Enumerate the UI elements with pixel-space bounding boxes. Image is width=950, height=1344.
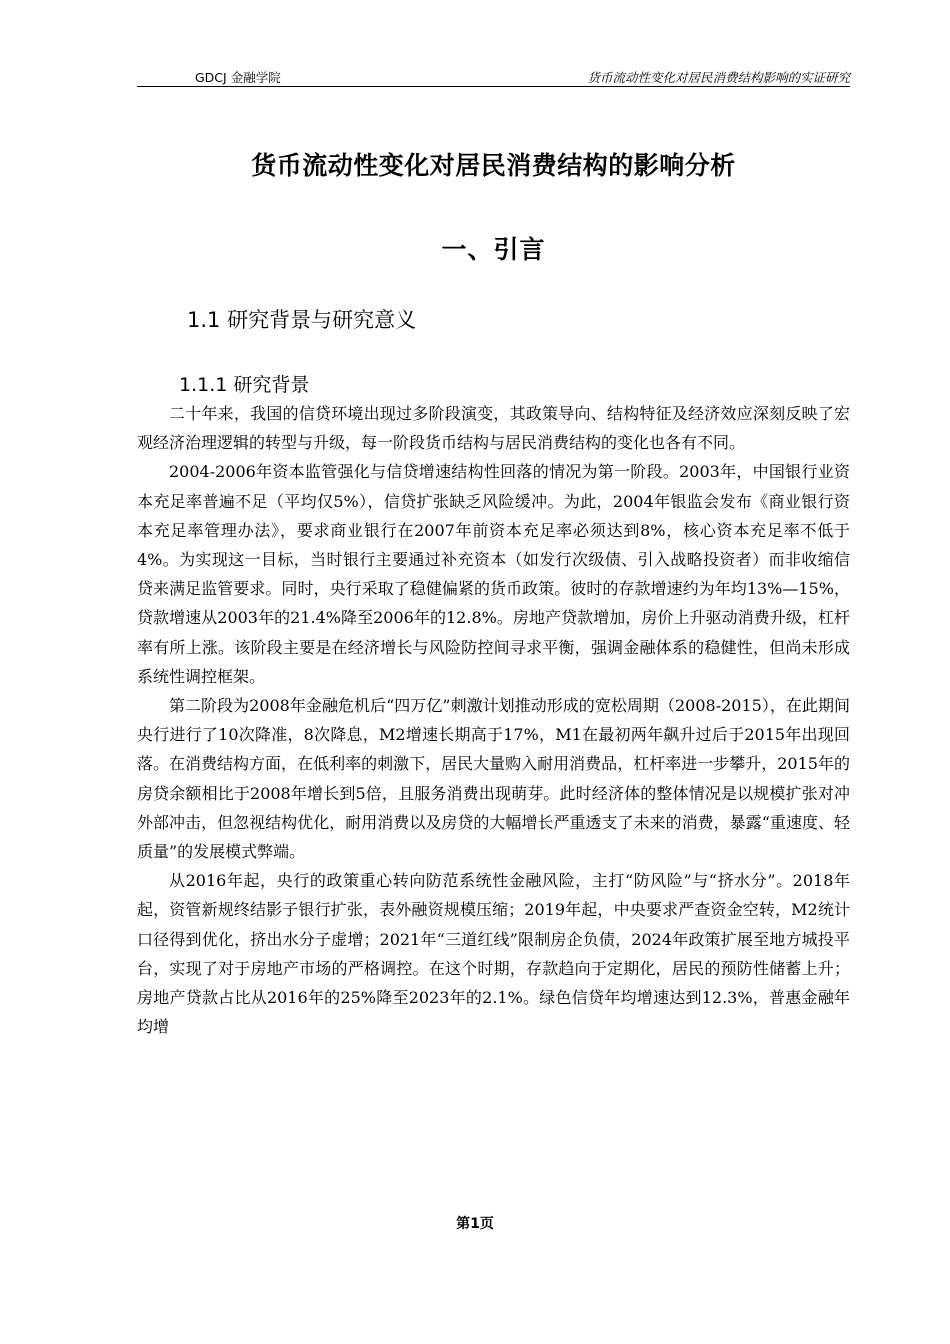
section-heading: 一、引言 bbox=[441, 235, 546, 264]
document-title: 货币流动性变化对居民消费结构的影响分析 bbox=[251, 151, 736, 180]
header-running-title: 货币流动性变化对居民消费结构影响的实证研究 bbox=[587, 70, 850, 85]
page-header bbox=[137, 66, 850, 87]
paragraph: 从2016年起，央行的政策重心转向防范系统性金融风险，主打“防风险”与“挤水分”。2018年起，资管新规终结影子银行扩张，表外融资规模压缩；2019年起，中央要求严查资金空转，M2统计口径得到优化，挤出水分子虚增；2021年“三道红线”限制房企负债，2024年政策扩展至地方城投平台，实现了对于房地产市场的严格调控。在这个时期，存款趋向于定期化，居民的预防性储蓄上升；房地产贷款占比从2016年的25%降至2023年的2.1%。绿色信贷年均增速达到12.3%，普惠金融年均增 bbox=[137, 871, 850, 1037]
paragraph: 第二阶段为2008年金融危机后“四万亿”刺激计划推动形成的宽松周期（2008-2015），在此期间央行进行了10次降准，8次降息，M2增速长期高于17%，M1在最初两年飙升过后于2015年出现回落。在消费结构方面，在低利率的刺激下，居民大量购入耐用消费品，杠杆率进一步攀升，2015年的房贷余额相比于2008年增长到5倍，且服务消费出现萌芽。此时经济体的整体情况是以规模扩张对冲外部冲击，但忽视结构优化，耐用消费以及房贷的大幅增长严重透支了未来的消费，暴露“重速度、轻质量”的发展模式弊端。 bbox=[137, 696, 850, 862]
page-number: 第1页 bbox=[456, 1216, 494, 1232]
body-text bbox=[137, 399, 850, 1041]
subsection-heading: 1.1 研究背景与研究意义 bbox=[187, 308, 417, 332]
header-institution: GDCJ 金融学院 bbox=[195, 70, 281, 85]
paragraph: 二十年来，我国的信贷环境出现过多阶段演变，其政策导向、结构特征及经济效应深刻反映了宏观经济治理逻辑的转型与升级，每一阶段货币结构与居民消费结构的变化也各有不同。 bbox=[137, 404, 850, 453]
subsubsection-heading: 1.1.1 研究背景 bbox=[179, 374, 310, 396]
paragraph: 2004-2006年资本监管强化与信贷增速结构性回落的情况为第一阶段。2003年，中国银行业资本充足率普遍不足（平均仅5%），信贷扩张缺乏风险缓冲。为此，2004年银监会发布《商业银行资本充足率管理办法》，要求商业银行在2007年前资本充足率必须达到8%，核心资本充足率不低于4%。为实现这一目标，当时银行主要通过补充资本（如发行次级债、引入战略投资者）而非收缩信贷来满足监管要求。同时，央行采取了稳健偏紧的货币政策。彼时的存款增速约为年均13%—15%，贷款增速从2003年的21.4%降至2006年的12.8%。房地产贷款增加，房价上升驱动消费升级，杠杆率有所上涨。该阶段主要是在经济增长与风险防控间寻求平衡，强调金融体系的稳健性，但尚未形成系统性调控框架。 bbox=[137, 462, 850, 686]
